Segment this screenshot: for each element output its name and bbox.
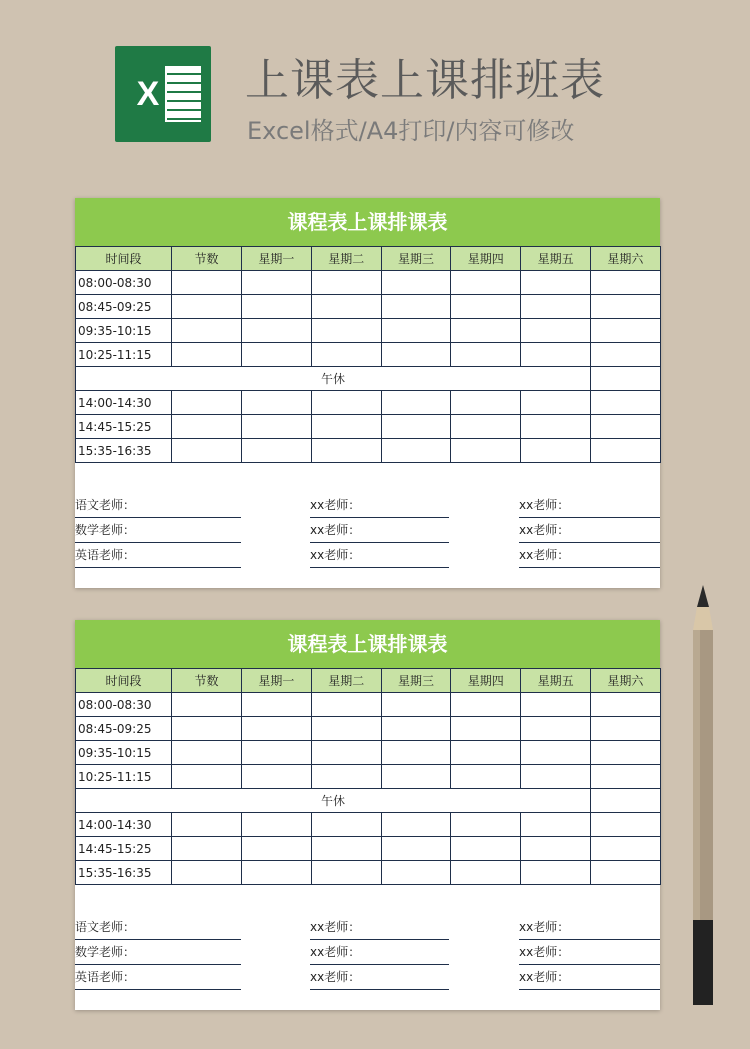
column-header: 星期四 (451, 247, 521, 271)
schedule-cell[interactable] (242, 415, 312, 439)
lunch-break-label: 午休 (76, 789, 591, 813)
schedule-cell[interactable] (242, 693, 312, 717)
time-slot-cell: 14:00-14:30 (76, 391, 172, 415)
teacher-field-subject[interactable]: 语文老师： (75, 493, 241, 518)
schedule-cell[interactable] (521, 295, 591, 319)
column-header: 节数 (172, 669, 242, 693)
table-row (76, 765, 661, 789)
schedule-cell[interactable] (590, 861, 660, 885)
schedule-cell[interactable] (311, 765, 381, 789)
schedule-cell[interactable] (172, 415, 242, 439)
teacher-row (75, 493, 660, 518)
schedule-cell[interactable] (172, 741, 242, 765)
schedule-cell[interactable] (590, 319, 660, 343)
teacher-field-right[interactable]: xx老师： (519, 518, 660, 543)
table-header-row (76, 669, 661, 693)
schedule-cell[interactable] (521, 391, 591, 415)
schedule-cell[interactable] (242, 741, 312, 765)
column-header: 星期六 (590, 247, 660, 271)
schedule-sheet-2 (75, 620, 660, 1010)
schedule-cell[interactable] (521, 813, 591, 837)
schedule-cell[interactable] (521, 717, 591, 741)
schedule-cell[interactable] (172, 319, 242, 343)
schedule-cell[interactable] (311, 717, 381, 741)
teacher-field-subject[interactable]: 数学老师： (75, 518, 241, 543)
time-slot-cell: 14:00-14:30 (76, 813, 172, 837)
schedule-cell[interactable] (590, 717, 660, 741)
schedule-cell[interactable] (242, 813, 312, 837)
schedule-cell[interactable] (590, 391, 660, 415)
schedule-cell[interactable] (381, 693, 451, 717)
schedule-cell[interactable] (590, 789, 660, 813)
schedule-cell[interactable] (381, 271, 451, 295)
schedule-cell[interactable] (381, 861, 451, 885)
teacher-field-subject[interactable]: 数学老师： (75, 940, 241, 965)
page-header (0, 0, 750, 170)
schedule-cell[interactable] (381, 391, 451, 415)
column-header: 星期一 (242, 669, 312, 693)
column-header: 星期二 (311, 669, 381, 693)
schedule-cell[interactable] (451, 439, 521, 463)
time-slot-cell: 08:00-08:30 (76, 271, 172, 295)
table-row (76, 813, 661, 837)
schedule-cell[interactable] (451, 693, 521, 717)
table-row (76, 415, 661, 439)
schedule-cell[interactable] (590, 837, 660, 861)
time-slot-cell: 14:45-15:25 (76, 415, 172, 439)
schedule-cell[interactable] (590, 693, 660, 717)
schedule-cell[interactable] (521, 741, 591, 765)
table-row (76, 693, 661, 717)
time-slot-cell: 09:35-10:15 (76, 319, 172, 343)
schedule-cell[interactable] (521, 837, 591, 861)
table-row (76, 439, 661, 463)
schedule-cell[interactable] (242, 837, 312, 861)
table-row (76, 391, 661, 415)
column-header: 时间段 (76, 669, 172, 693)
schedule-cell[interactable] (451, 319, 521, 343)
schedule-cell[interactable] (242, 717, 312, 741)
schedule-cell[interactable] (521, 439, 591, 463)
teacher-field-middle[interactable]: xx老师： (310, 518, 449, 543)
teacher-field-right[interactable]: xx老师： (519, 965, 660, 990)
teacher-field-right[interactable]: xx老师： (519, 543, 660, 568)
column-header: 星期六 (590, 669, 660, 693)
schedule-cell[interactable] (590, 415, 660, 439)
schedule-cell[interactable] (451, 295, 521, 319)
teacher-field-subject[interactable]: 语文老师： (75, 915, 241, 940)
schedule-cell[interactable] (590, 765, 660, 789)
schedule-cell[interactable] (381, 295, 451, 319)
schedule-cell[interactable] (590, 343, 660, 367)
page-title: 上课表上课排班表 (245, 55, 605, 106)
schedule-cell[interactable] (311, 271, 381, 295)
schedule-cell[interactable] (311, 861, 381, 885)
lunch-row (76, 789, 661, 813)
schedule-cell[interactable] (451, 343, 521, 367)
time-slot-cell: 08:45-09:25 (76, 295, 172, 319)
schedule-cell[interactable] (381, 837, 451, 861)
time-slot-cell: 10:25-11:15 (76, 765, 172, 789)
schedule-cell[interactable] (521, 343, 591, 367)
time-slot-cell: 14:45-15:25 (76, 837, 172, 861)
teacher-list (75, 885, 660, 1000)
table-row (76, 837, 661, 861)
teacher-field-middle[interactable]: xx老师： (310, 940, 449, 965)
schedule-cell[interactable] (590, 271, 660, 295)
column-header: 星期二 (311, 247, 381, 271)
column-header: 星期五 (521, 669, 591, 693)
sheet-title: 课程表上课排课表 (75, 620, 660, 668)
excel-logo-letter: X (136, 75, 160, 113)
schedule-cell[interactable] (521, 271, 591, 295)
schedule-cell[interactable] (172, 717, 242, 741)
schedule-cell[interactable] (381, 319, 451, 343)
time-slot-cell: 15:35-16:35 (76, 439, 172, 463)
schedule-cell[interactable] (311, 295, 381, 319)
schedule-cell[interactable] (311, 343, 381, 367)
schedule-cell[interactable] (451, 813, 521, 837)
schedule-cell[interactable] (381, 741, 451, 765)
schedule-cell[interactable] (451, 765, 521, 789)
schedule-cell[interactable] (590, 813, 660, 837)
teacher-field-middle[interactable]: xx老师： (310, 915, 449, 940)
schedule-cell[interactable] (381, 765, 451, 789)
teacher-row (75, 543, 660, 568)
time-slot-cell: 08:45-09:25 (76, 717, 172, 741)
schedule-cell[interactable] (521, 415, 591, 439)
schedule-cell[interactable] (242, 271, 312, 295)
schedule-cell[interactable] (311, 693, 381, 717)
schedule-cell[interactable] (451, 741, 521, 765)
table-row (76, 319, 661, 343)
schedule-cell[interactable] (311, 415, 381, 439)
schedule-cell[interactable] (451, 837, 521, 861)
teacher-field-middle[interactable]: xx老师： (310, 965, 449, 990)
lunch-break-label: 午休 (76, 367, 591, 391)
column-header: 星期一 (242, 247, 312, 271)
schedule-cell[interactable] (590, 741, 660, 765)
time-slot-cell: 09:35-10:15 (76, 741, 172, 765)
schedule-cell[interactable] (590, 295, 660, 319)
schedule-cell[interactable] (381, 439, 451, 463)
column-header: 星期三 (381, 669, 451, 693)
schedule-cell[interactable] (242, 319, 312, 343)
schedule-cell[interactable] (521, 861, 591, 885)
excel-icon (115, 46, 211, 142)
schedule-cell[interactable] (172, 439, 242, 463)
teacher-field-right[interactable]: xx老师： (519, 493, 660, 518)
schedule-cell[interactable] (590, 439, 660, 463)
column-header: 星期五 (521, 247, 591, 271)
schedule-cell[interactable] (172, 837, 242, 861)
teacher-row (75, 915, 660, 940)
table-row (76, 343, 661, 367)
schedule-cell[interactable] (172, 343, 242, 367)
schedule-table (75, 246, 661, 463)
teacher-row (75, 940, 660, 965)
time-slot-cell: 08:00-08:30 (76, 693, 172, 717)
column-header: 节数 (172, 247, 242, 271)
schedule-cell[interactable] (521, 765, 591, 789)
schedule-cell[interactable] (242, 295, 312, 319)
column-header: 星期三 (381, 247, 451, 271)
schedule-cell[interactable] (311, 439, 381, 463)
schedule-cell[interactable] (381, 717, 451, 741)
teacher-list (75, 463, 660, 578)
spreadsheet-grid-icon (165, 66, 201, 122)
teacher-row (75, 965, 660, 990)
table-row (76, 295, 661, 319)
schedule-cell[interactable] (242, 343, 312, 367)
schedule-cell[interactable] (172, 391, 242, 415)
schedule-cell[interactable] (521, 693, 591, 717)
column-header: 时间段 (76, 247, 172, 271)
time-slot-cell: 15:35-16:35 (76, 861, 172, 885)
teacher-field-subject[interactable]: 英语老师： (75, 543, 241, 568)
sheet-title: 课程表上课排课表 (75, 198, 660, 246)
schedule-cell[interactable] (381, 415, 451, 439)
page-subtitle: Excel格式/A4打印/内容可修改 (247, 117, 575, 145)
column-header: 星期四 (451, 669, 521, 693)
schedule-cell[interactable] (172, 765, 242, 789)
schedule-cell[interactable] (172, 693, 242, 717)
schedule-cell[interactable] (381, 813, 451, 837)
table-header-row (76, 247, 661, 271)
teacher-field-right[interactable]: xx老师： (519, 915, 660, 940)
teacher-field-subject[interactable]: 英语老师： (75, 965, 241, 990)
schedule-cell[interactable] (172, 813, 242, 837)
schedule-cell[interactable] (172, 861, 242, 885)
schedule-cell[interactable] (381, 343, 451, 367)
lunch-row (76, 367, 661, 391)
schedule-cell[interactable] (172, 295, 242, 319)
table-row (76, 271, 661, 295)
teacher-field-right[interactable]: xx老师： (519, 940, 660, 965)
schedule-cell[interactable] (311, 391, 381, 415)
schedule-cell[interactable] (521, 319, 591, 343)
schedule-cell[interactable] (311, 813, 381, 837)
schedule-cell[interactable] (451, 391, 521, 415)
schedule-cell[interactable] (242, 765, 312, 789)
pencil-icon (686, 585, 720, 1005)
table-row (76, 741, 661, 765)
schedule-cell[interactable] (451, 415, 521, 439)
table-row (76, 717, 661, 741)
schedule-cell[interactable] (242, 861, 312, 885)
table-row (76, 861, 661, 885)
time-slot-cell: 10:25-11:15 (76, 343, 172, 367)
teacher-field-middle[interactable]: xx老师： (310, 493, 449, 518)
schedule-cell[interactable] (242, 439, 312, 463)
schedule-cell[interactable] (451, 271, 521, 295)
schedule-cell[interactable] (311, 741, 381, 765)
schedule-sheet-1 (75, 198, 660, 588)
schedule-cell[interactable] (172, 271, 242, 295)
schedule-cell[interactable] (242, 391, 312, 415)
teacher-field-middle[interactable]: xx老师： (310, 543, 449, 568)
schedule-table (75, 668, 661, 885)
schedule-cell[interactable] (590, 367, 660, 391)
schedule-cell[interactable] (451, 717, 521, 741)
teacher-row (75, 518, 660, 543)
schedule-cell[interactable] (451, 861, 521, 885)
schedule-cell[interactable] (311, 837, 381, 861)
schedule-cell[interactable] (311, 319, 381, 343)
